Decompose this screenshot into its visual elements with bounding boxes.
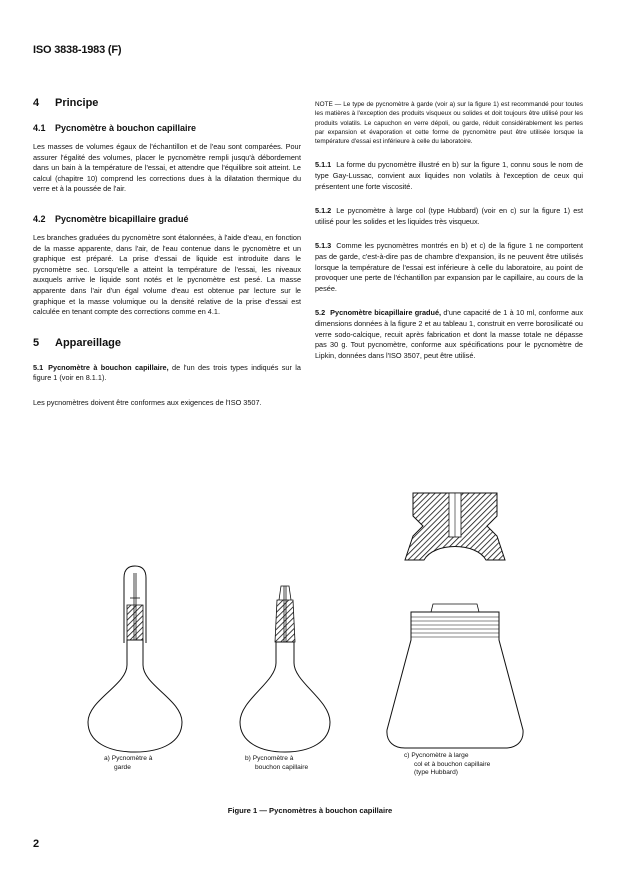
section-5-1-3-text: 5.1.3 Comme les pycnomètres montrés en b) et c) de la figure 1 ne comportent pas de garde, c'est-à-dire pas de chambre d'expansion, ils ne peuvent être utilisés lorsque la température de l'essai est inférieure à celle du laboratoire, au point de provoquer une perte de l'échantillon par expansion par le capillaire, au cours de la pesée. (315, 241, 583, 293)
section-5-heading: 5 Appareillage (33, 336, 122, 349)
section-5-2-text: 5.2 Pycnomètre bicapillaire gradué, d'une capacité de 1 à 10 ml, conforme aux dimensions données à la figure 2 et au tableau 1, construit en verre borosilicaté ou verre sodo-calcique, recuit après fabrication et dont la masse totale ne dépasse pas 30 g. Tout pycnomètre, conforme aux spécifications pour le pycnomètre de Lipkin, données dans l'ISO 3507, peut être utilisé. (315, 308, 583, 360)
caption-c: c) Pycnomètre à large col et à bouchon capillaire (type Hubbard) (404, 752, 491, 777)
section-4-2-heading: 4.2 Pycnomètre bicapillaire gradué (33, 213, 189, 224)
section-4-1-heading: 4.1 Pycnomètre à bouchon capillaire (33, 123, 197, 133)
document-header: ISO 3838-1983 (F) (33, 44, 122, 56)
caption-a: a) Pycnomètre à garde (104, 755, 153, 771)
note-text: NOTE — Le type de pycnomètre à garde (voir a) sur la figure 1) est recommandé pour toutes les matières à l'exception des produits visqueux ou solides et doit toujours être utilisé pour les produits volatils. Le capuchon en verre dépoli, ou garde, réduit considérablement les pertes par expansion et évaporation et cette forme de pycnomètre peut être utilisée lorsque la température d'essai est inférieure à celle du laboratoire. (315, 101, 583, 146)
section-5-1-text: 5.1 Pycnomètre à bouchon capillaire, de l'un des trois types indiqués sur la figure 1 (voir en 8.1.1). (33, 362, 301, 383)
left-column (33, 97, 301, 409)
section-5-1-1-text: 5.1.1 La forme du pycnomètre illustré en b) sur la figure 1, connu sous le nom de type Gay-Lussac, convient aux liquides non volatils à l'exception de ceux qui présentent une forte viscosité. (315, 160, 583, 191)
section-4-heading: 4 Principe (33, 97, 99, 109)
caption-b: b) Pycnomètre à bouchon capillaire (245, 755, 309, 771)
section-5-1-requirement: Les pycnomètres doivent être conformes aux exigences de l'ISO 3507. (33, 397, 262, 407)
figure-title: Figure 1 — Pycnomètres à bouchon capillaire (227, 806, 393, 815)
section-4-1-text: Les masses de volumes égaux de l'échantillon et de l'eau sont comparées. Pour assurer l'égalité des volumes, placer le pycnomètre rempli jusqu'à débordement dans un bain à la température de l'essai, et attendre que l'équilibre soit atteint. Le calcul (chapitre 10) comprend les corrections dues à la dilatation thermique du verre et à la poussée de l'air. (33, 142, 301, 194)
page-number: 2 (33, 838, 40, 850)
section-5-1-2-text: 5.1.2 Le pycnomètre à large col (type Hubbard) (voir en c) sur la figure 1) est utilisé pour les solides et les liquides très visqueux. (315, 206, 583, 226)
right-column (315, 100, 583, 361)
section-4-2-text: Les branches graduées du pycnomètre sont étalonnées, à l'aide d'eau, en fonction de la masse apparente, dans l'air, de l'eau contenue dans le pycnomètre et un graphique est préparé. La prise d'essai de liquide est introduite dans le pycnomètre sec. Lorsqu'elle a atteint la température de l'essai, les niveaux auxquels arrive le liquide sont notés et le pycnomètre est pesé. La masse apparente dans l'air d'un égal volume d'eau est obtenue par lecture sur le graphique et la masse volumique ou la densité relative de la prise d'essai est calculée en tenant compte des corrections comme en 4.1. (33, 232, 301, 317)
